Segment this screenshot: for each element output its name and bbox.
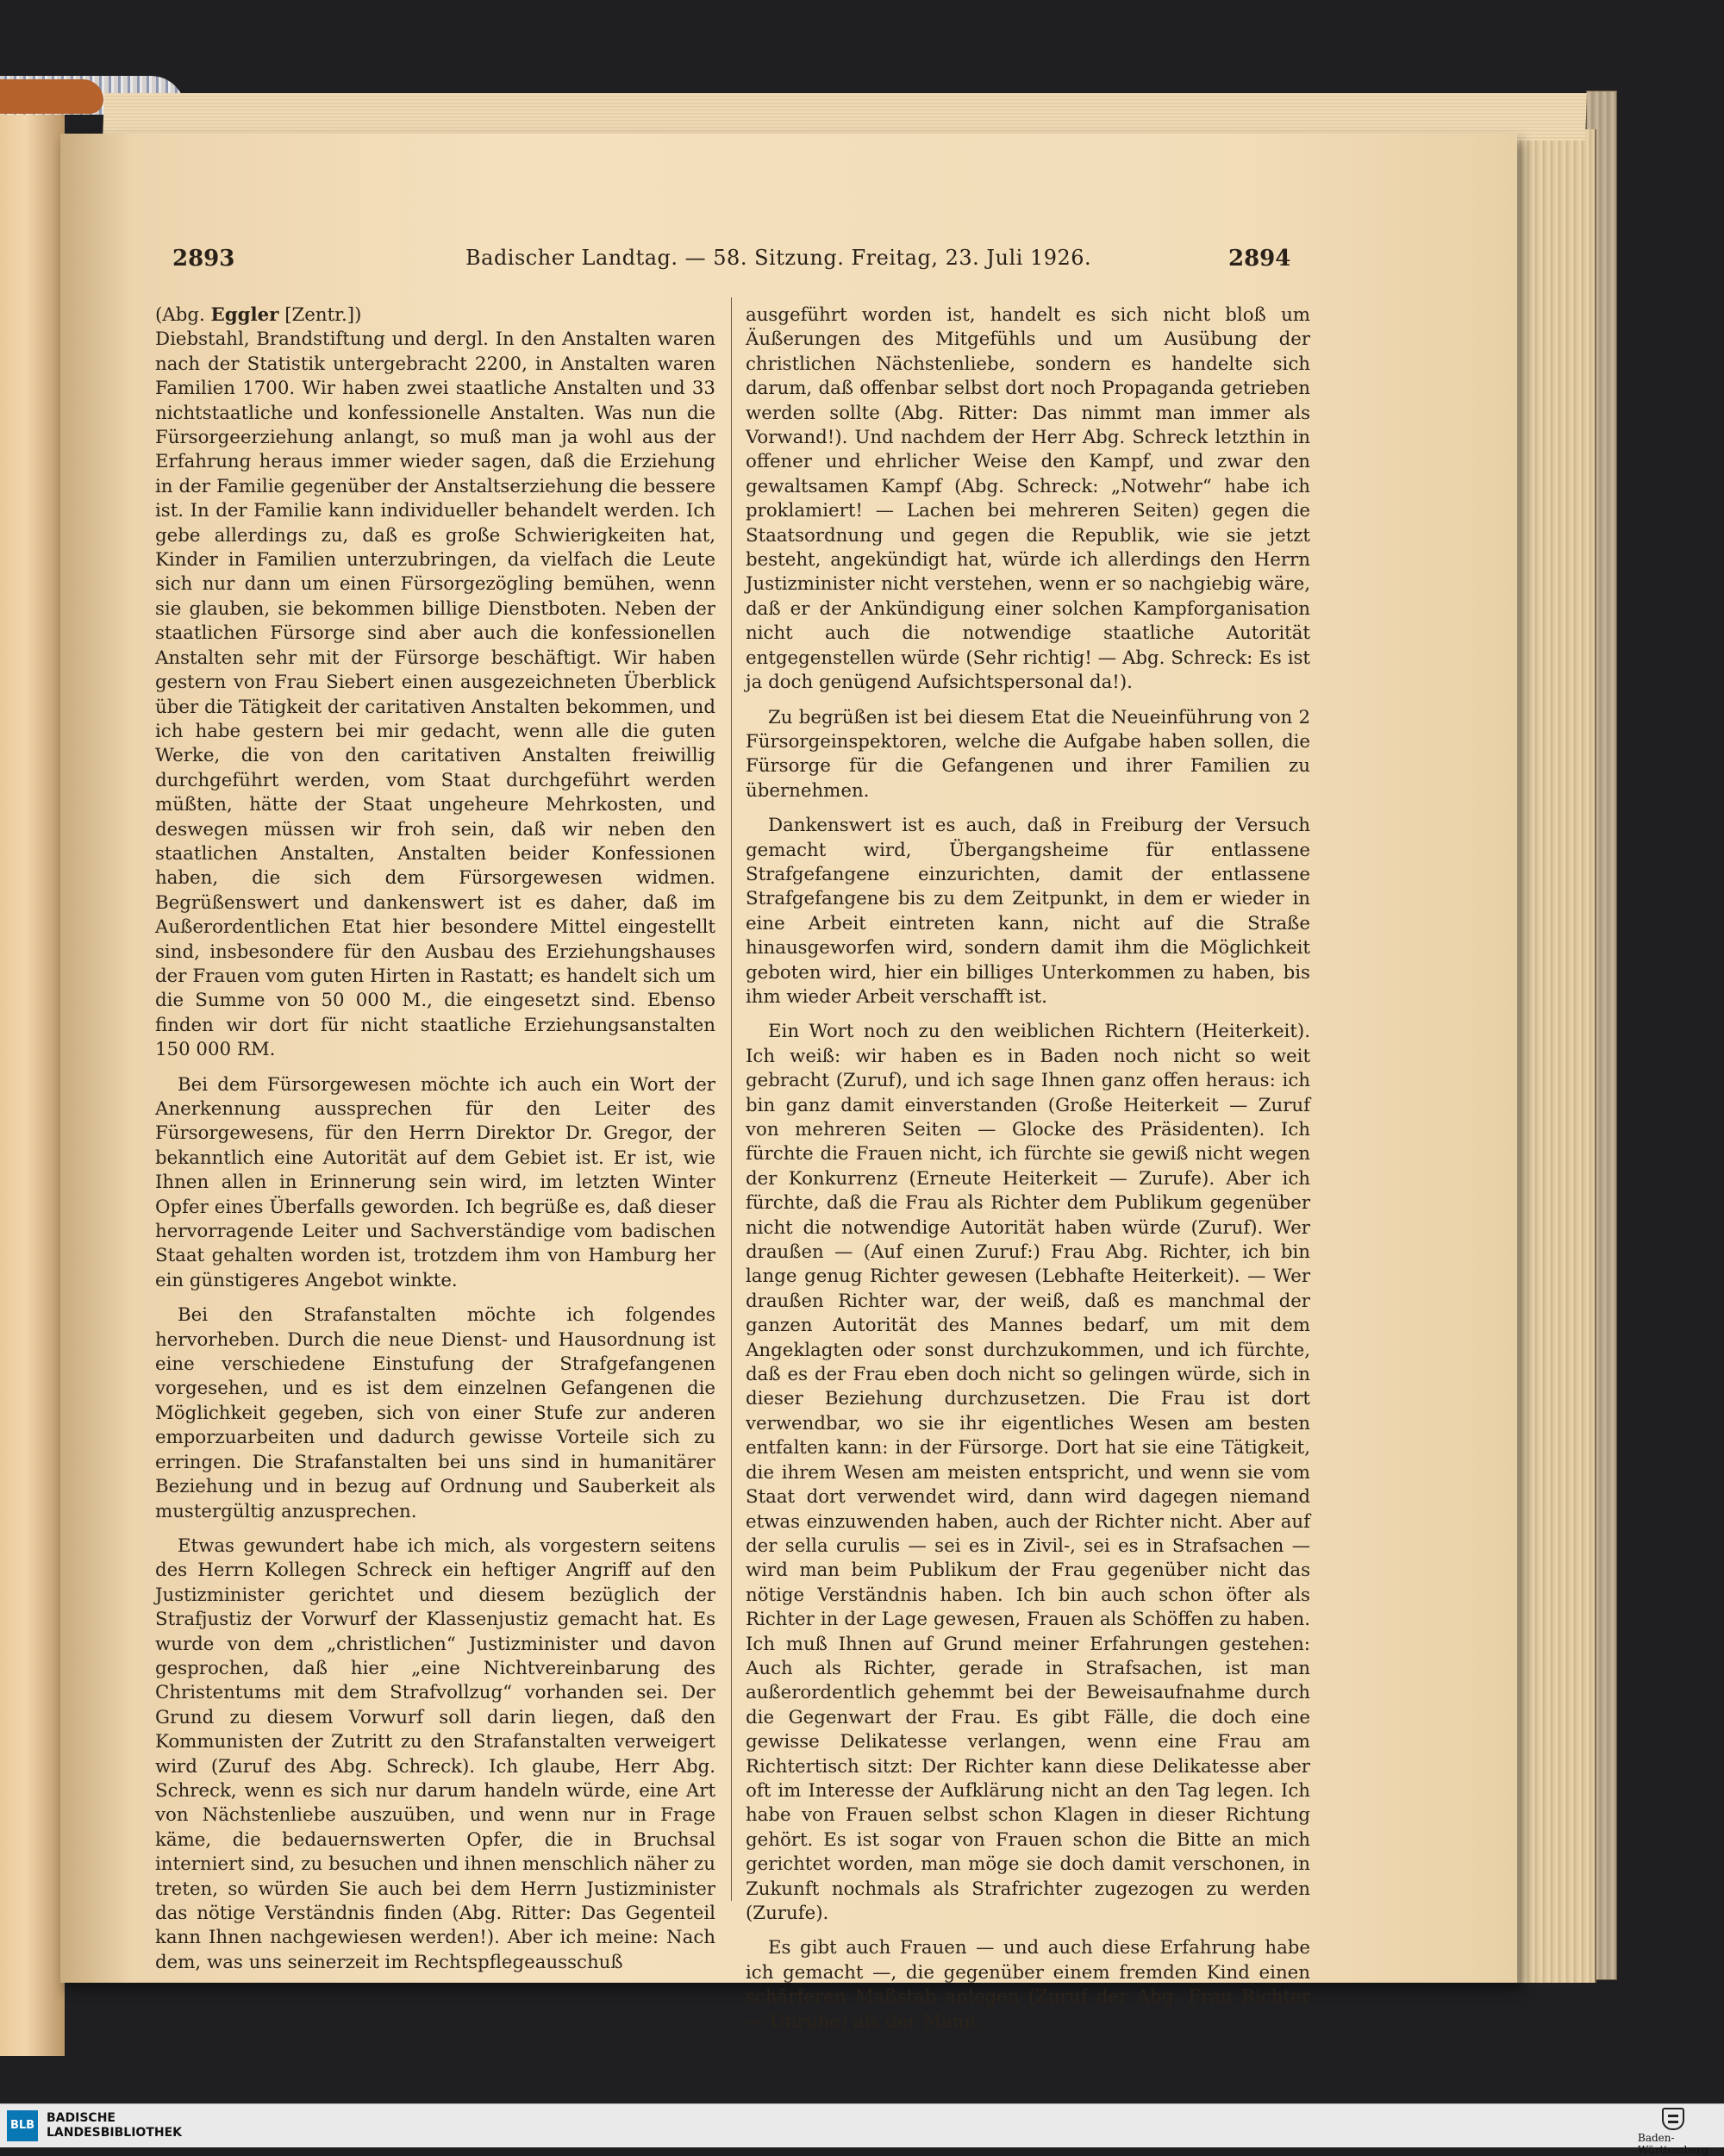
crest-label: Baden-Württemberg [1638,2132,1708,2156]
paragraph: Etwas gewundert habe ich mich, als vorgestern seitens des Herrn Kollegen Schreck ein heftiger Angriff auf den Justizminister gerichtet und diesem bezüglich der Strafjustiz der Vorwurf der Klassenjustiz gemacht hat. Es wurde von dem „christlichen“ Justizminister und davon gesprochen, daß hier „eine Nichtvereinbarung des Christentums mit dem Strafvollzug“ vorhanden sei. Der Grund zu diesem Vorwurf soll darin liegen, daß den Kommunisten der Zutritt zu den Strafanstalten verweigert wird (Zuruf des Abg. Schreck). Ich glaube, Herr Abg. Schreck, wenn es sich nur darum handeln würde, eine Art von Nächstenliebe auszuüben, und wenn nur in Frage käme, die bedauernswerten Opfer, die in Bruchsal interniert sind, zu besuchen und ihnen menschlich näher zu treten, so würden Sie auch bei dem Herrn Justizminister das nötige Verständnis finden (Abg. Ritter: Das Gegenteil kann Ihnen nachgewiesen werden!). Aber ich meine: Nach dem, was uns seinerzeit im Rechtspflegeausschuß [155,1534,715,1973]
library-name-line2: LANDESBIBLIOTHEK [47,2126,183,2140]
library-name[interactable] [47,2111,182,2140]
paragraph: ausgeführt worden ist, handelt es sich nicht bloß um Äußerungen des Mitgefühls und um Ausübung der christlichen Nächstenliebe, sondern es handelte sich darum, daß offenbar selbst dort noch Propaganda getrieben werden sollte (Abg. Ritter: Das nimmt man immer als Vorwand!). Und nachdem der Herr Abg. Schreck letzthin in offener und ehrlicher Weise den Kampf, und zwar den gewaltsamen Kampf (Abg. Schreck: „Notwehr“ habe ich proklamiert! — Lachen bei mehreren Seiten) gegen die Staatsordnung und gegen die Republik, wie sie jetzt besteht, angekündigt hat, würde ich allerdings den Herrn Justizminister nicht verstehen, wenn er so nachgiebig wäre, daß er der Ankündigung einer solchen Kampforganisation nicht auch die notwendige staatliche Autorität entgegenstellen würde (Sehr richtig! — Abg. Schreck: Es ist ja doch genügend Aufsichtspersonal da!). [746,304,1310,694]
paragraph: Ein Wort noch zu den weiblichen Richtern (Heiterkeit). Ich weiß: wir haben es in Baden noch nicht so weit gebracht (Zuruf), und ich sage Ihnen ganz offen heraus: ich bin ganz damit einverstanden (Große Heiterkeit — Zuruf von mehreren Seiten — Glocke des Präsidenten). Ich fürchte die Frauen nicht, ich fürchte sie gewiß nicht wegen der Konkurrenz (Erneute Heiterkeit — Zurufe). Aber ich fürchte, daß die Frau als Richter dem Publikum gegenüber nicht die notwendige Autorität haben würde (Zuruf). Wer draußen — (Auf einen Zuruf:) Frau Abg. Richter, ich bin lange genug Richter gewesen (Lebhafte Heiterkeit). — Wer draußen Richter war, der weiß, daß es manchmal der ganzen Autorität des Mannes bedarf, um mit dem Angeklagten oder sonst durchzukommen, und ich fürchte, daß es der Frau eben doch nicht so gelingen würde, sich in dieser Beziehung durchzusetzen. Die Frau ist dort verwendbar, wo sie ihr eigentliches Wesen am besten entfalten kann: in der Fürsorge. Dort hat sie eine Tätigkeit, die ihrem Wesen am meisten entspricht, und wenn sie vom Staat dort verwendet wird, dann wird dagegen niemand etwas einzuwenden haben, auch der Richter nicht. Aber auf der sella curulis — sei es in Zivil-, sei es in Strafsachen — wird man beim Publikum der Frau gegenüber nicht das nötige Verständnis haben. Ich bin auch schon öfter als Richter in der Lage gewesen, Frauen als Schöffen zu haben. Ich muß Ihnen auf Grund meiner Erfahrungen gestehen: Auch als Richter, gerade in Strafsachen, ist man außerordentlich gehemmt bei der Beweisaufnahme durch die Gegenwart der Frau. Es gibt Fälle, die doch eine gewisse Delikatesse verlangen, wenn eine Frau am Richtertisch sitzt: Der Richter kann diese Delikatesse aber oft im Interesse der Aufklärung nicht an den Tag legen. Ich habe von Frauen selbst schon Klagen in dieser Richtung gehört. Es ist sogar von Frauen schon die Bitte an mich gerichtet worden, man möge sie doch damit verschonen, in Zukunft nochmals als Strafrichter zugezogen zu werden (Zurufe). [746,1021,1310,1924]
page-number-right: 2894 [1228,246,1291,272]
left-text-column [155,303,715,1975]
library-name-line1: BADISCHE [47,2111,116,2125]
book-spine-band [0,79,103,114]
page-number-left: 2893 [172,246,235,272]
speaker-prefix: (Abg. [155,304,205,326]
baden-wuerttemberg-crest-icon[interactable] [1662,2108,1684,2130]
speaker-name: Eggler [210,304,279,326]
right-text-column [746,303,1310,2034]
paragraph: Dankenswert ist es auch, daß in Freiburg der Versuch gemacht wird, Übergangsheime für entlassene Strafgefangene einzurichten, damit der entlassene Strafgefangene bis zu dem Zeitpunkt, in dem er wieder in eine Arbeit eintreten kann, nicht auf die Straße hinausgeworfen wird, sondern damit ihm die Möglichkeit geboten wird, hier ein billiges Unterkommen zu haben, bis ihm wieder Arbeit verschafft ist. [746,815,1310,1008]
viewer-footer [0,2103,1724,2156]
running-title: Badischer Landtag. — 58. Sitzung. Freitag, 23. Juli 1926. [465,246,1092,270]
left-page-edge [0,82,65,2056]
paragraph: Bei den Strafanstalten möchte ich folgendes hervorheben. Durch die neue Dienst- und Hausordnung ist eine verschiedene Einstufung der Strafgefangenen vorgesehen, und es ist dem einzelnen Gefangenen die Möglichkeit gegeben, sich von einer Stufe zur anderen emporzuarbeiten und dadurch gewisse Vorteile sich zu erringen. Die Strafanstalten bei uns sind in humanitärer Beziehung und in bezug auf Ordnung und Sauberkeit als mustergültig anzusprechen. [155,1304,715,1522]
speaker-line [155,303,715,328]
speaker-suffix: [Zentr.]) [284,304,362,326]
paragraph: Diebstahl, Brandstiftung und dergl. In den Anstalten waren nach der Statistik untergebracht 2200, in Anstalten waren Familien 1700. Wir haben zwei staatliche Anstalten und 33 nichtstaatliche und konfessionelle Anstalten. Was nun die Fürsorgeerziehung anlangt, so muß man ja wohl aus der Erfahrung heraus immer wieder sagen, daß die Erziehung in der Familie gegenüber der Anstaltserziehung die bessere ist. In der Familie kann individueller behandelt werden. Ich gebe allerdings zu, daß es große Schwierigkeiten hat, Kinder in Familien unterzubringen, da vielfach die Leute sich nur dann um einen Fürsorgezögling bemühen, wenn sie glauben, sie bekommen billige Dienstboten. Neben der staatlichen Fürsorge sind aber auch die konfessionellen Anstalten sehr mit der Fürsorge beschäftigt. Wir haben gestern von Frau Siebert einen ausgezeichneten Überblick über die Tätigkeit der caritativen Anstalten bekommen, und ich habe gestern bei mir gedacht, wenn alle die guten Werke, die von den caritativen Anstalten freiwillig durchgeführt werden, vom Staat durchgeführt werden müßten, hätte der Staat ungeheure Mehrkosten, und deswegen müssen wir froh sein, daß wir neben den staatlichen Anstalten, Anstalten beider Konfessionen haben, die sich dem Fürsorgewesen widmen. Begrüßenswert und dankenswert ist es daher, daß im Außerordentlichen Etat hier besondere Mittel eingestellt sind, insbesondere für den Ausbau des Erziehungshauses der Frauen vom guten Hirten in Rastatt; es handelt sich um die Summe von 50 000 M., die eingesetzt sind. Ebenso finden wir dort für nicht staatliche Erziehungsanstalten 150 000 RM. [155,328,715,1061]
column-divider [731,297,732,1901]
blb-logo[interactable]: BLB [7,2110,38,2141]
paragraph: Es gibt auch Frauen — und auch diese Erfahrung habe ich gemacht —, die gegenüber einem fremden Kind einen schärferen Maßstab anlegen (Zuruf der Abg. Frau Richter — Unruhe) als der Mann. [746,1937,1310,2033]
paragraph: Zu begrüßen ist bei diesem Etat die Neueinführung von 2 Fürsorgeinspektoren, welche die Aufgabe haben sollen, die Fürsorge für die Gefangenen und ihrer Familien zu übernehmen. [746,706,1310,802]
page-header [172,246,1293,280]
paragraph: Bei dem Fürsorgewesen möchte ich auch ein Wort der Anerkennung aussprechen für den Leiter des Fürsorgewesens, für den Herrn Direktor Dr. Gregor, der bekanntlich eine Autorität auf dem Gebiet ist. Er ist, wie Ihnen allen in Erinnerung sein wird, im letzten Winter Opfer eines Überfalls geworden. Ich begrüße es, daß dieser hervorragende Leiter und Sachverständige vom badischen Staat gehalten worden ist, trotzdem ihm von Hamburg her ein günstigeres Angebot winkte. [155,1073,715,1291]
